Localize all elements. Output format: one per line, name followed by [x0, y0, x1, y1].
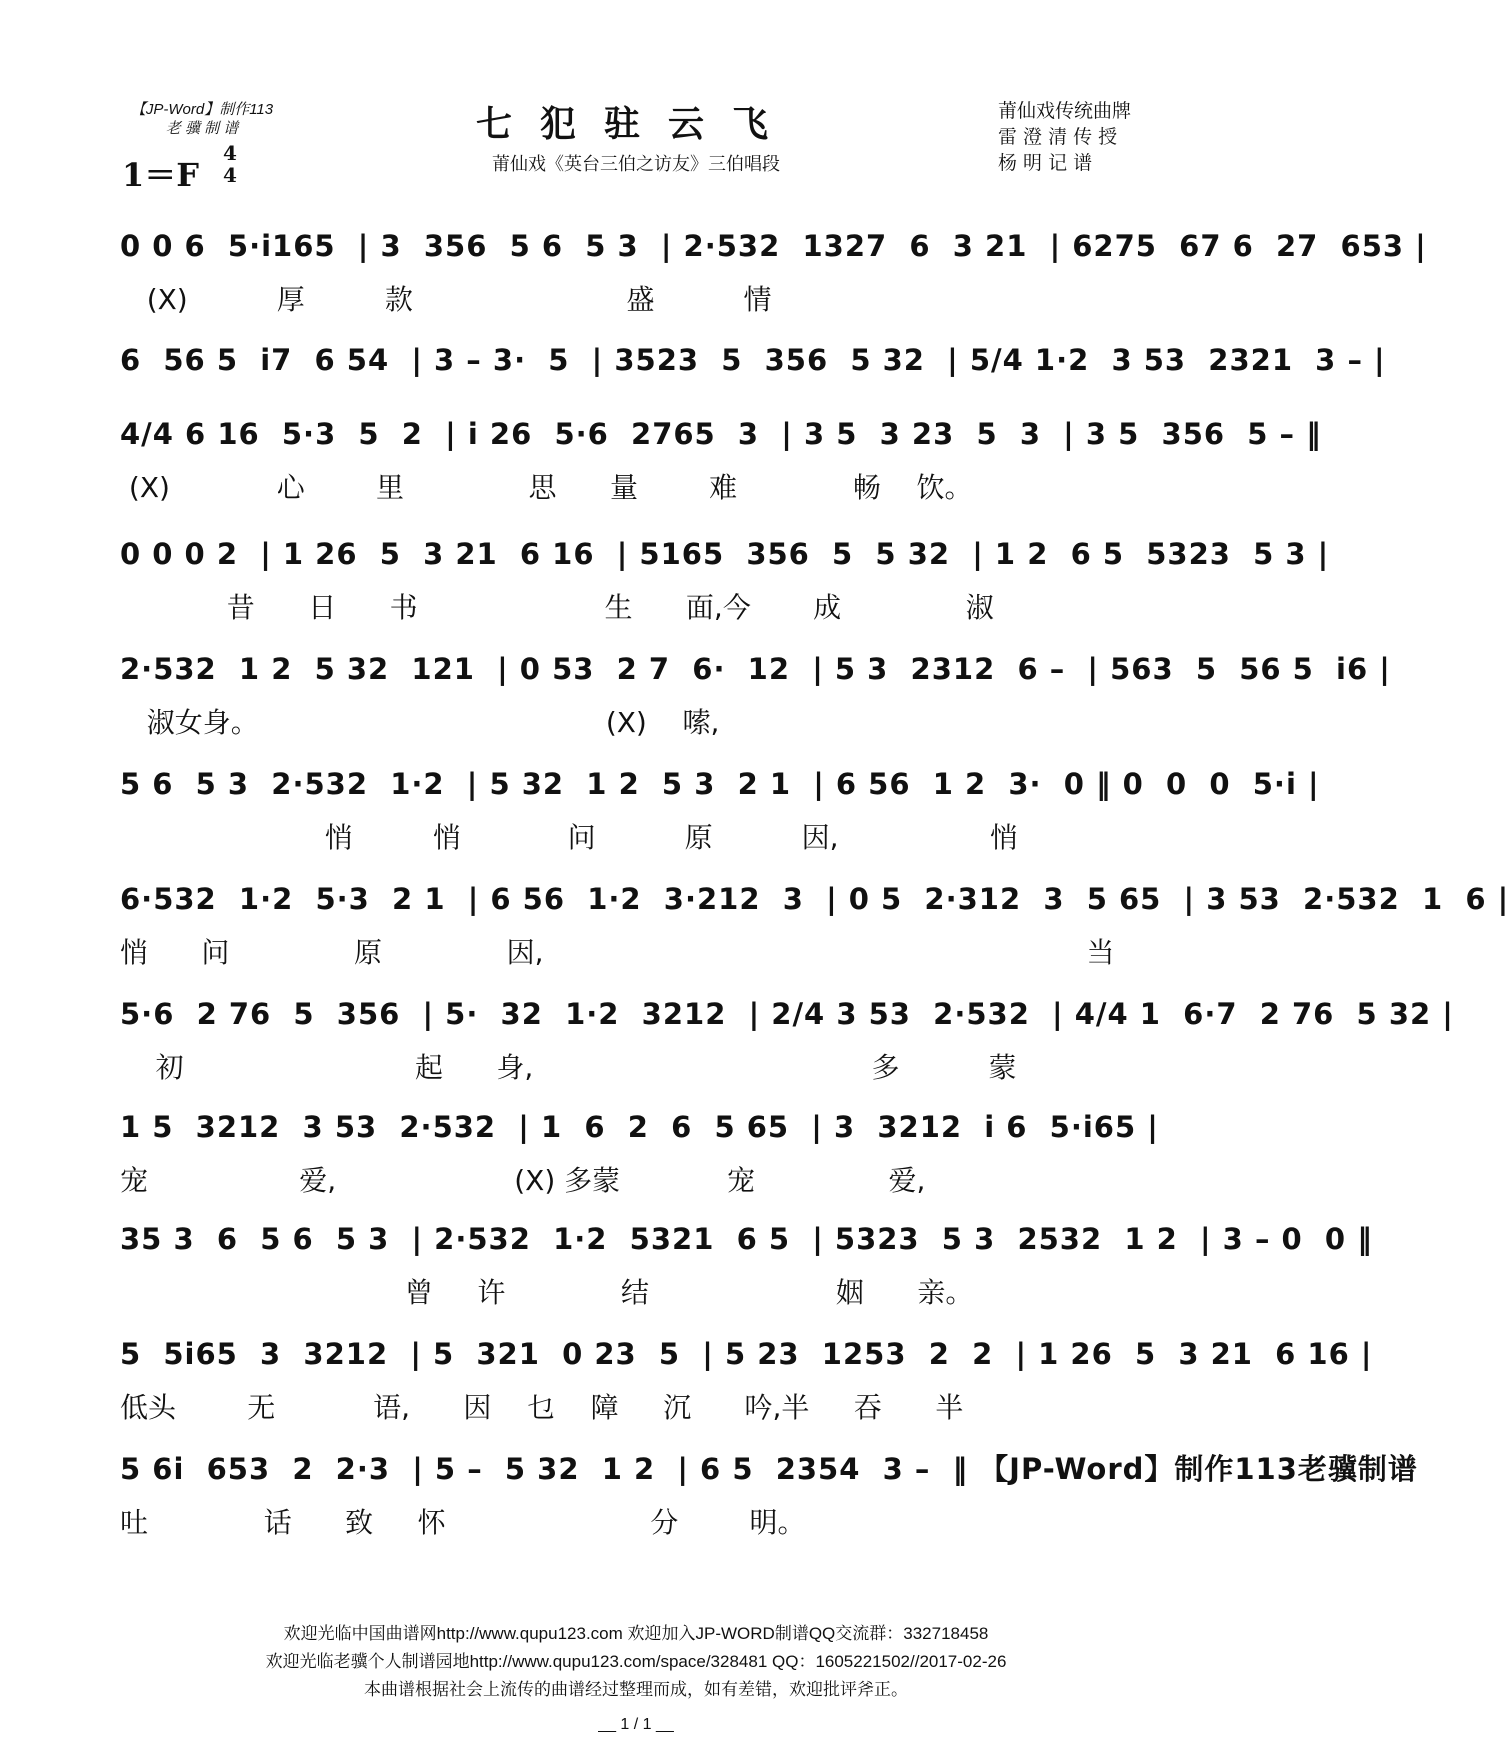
credit-transcriber: 杨 明 记 谱: [998, 152, 1093, 174]
score-title: 七犯驻云飞: [475, 103, 796, 145]
lyrics-line: (X) 心 里 思 量 难 畅 饮。: [120, 471, 973, 504]
lyrics-line: 低头 无 语, 因 乜 障 沉 吟,半 吞 半: [120, 1391, 964, 1424]
maker-line-2: 老 骥 制 谱: [165, 120, 239, 137]
lyrics-line: 初 起 身, 多 蒙: [120, 1051, 1017, 1084]
music-line: 2·532 1 2 5 32 121 | 0 53 2 7 6· 12 | 5 3 2312 6 – | 563 5 56 5 i6 |: [120, 652, 1391, 686]
footer-line-2: 欢迎光临老骥个人制谱园地http://www.qupu123.com/space/328481 QQ：1605221502//2017-02-26: [265, 1652, 1007, 1671]
music-line: 0 0 6 5·i165 | 3 356 5 6 5 3 | 2·532 1327 6 3 21 | 6275 67 6 27 653 |: [120, 229, 1427, 263]
lyrics-line: 悄 悄 问 原 因, 悄: [120, 821, 1018, 854]
lyrics-line: 昔 日 书 生 面,今 成 淑: [120, 591, 994, 624]
lyrics-line: 吐 话 致 怀 分 明。: [120, 1506, 806, 1539]
music-line: 6·532 1·2 5·3 2 1 | 6 56 1·2 3·212 3 | 0 5 2·312 3 5 65 | 3 53 2·532 1 6 |: [120, 882, 1509, 916]
lyrics-line: 悄 问 原 因, 当: [120, 936, 1115, 969]
lyrics-line: 曾 许 结 姻 亲。: [120, 1276, 974, 1309]
music-line: 4/4 6 16 5·3 5 2 | i 26 5·6 2765 3 | 3 5 3 23 5 3 | 3 5 356 5 – ‖: [120, 417, 1322, 451]
credit-teacher: 雷 澄 清 传 授: [998, 126, 1118, 148]
music-line: 5 6i 653 2 2·3 | 5 – 5 32 1 2 | 6 5 2354 3 – ‖ 【JP-Word】制作113老骥制谱: [120, 1452, 1418, 1486]
lyrics-line: (X) 厚 款 盛 情: [120, 283, 772, 316]
music-line: 35 3 6 5 6 5 3 | 2·532 1·2 5321 6 5 | 5323 5 3 2532 1 2 | 3 – 0 0 ‖: [120, 1222, 1373, 1256]
time-sig-top: 4: [223, 141, 237, 165]
page-number: __ 1 / 1 __: [598, 1716, 674, 1733]
credits-right: [998, 98, 1131, 176]
maker-line-1: 【JP-Word】制作113: [130, 101, 274, 118]
music-line: 6 56 5 i7 6 54 | 3 – 3· 5 | 3523 5 356 5 32 | 5/4 1·2 3 53 2321 3 – |: [120, 343, 1386, 377]
footer-line-3: 本曲谱根据社会上流传的曲谱经过整理而成，如有差错，欢迎批评斧正。: [364, 1680, 908, 1699]
music-line: 5 6 5 3 2·532 1·2 | 5 32 1 2 5 3 2 1 | 6 56 1 2 3· 0 ‖ 0 0 0 5·i |: [120, 767, 1320, 801]
music-line: 5·6 2 76 5 356 | 5· 32 1·2 3212 | 2/4 3 53 2·532 | 4/4 1 6·7 2 76 5 32 |: [120, 997, 1454, 1031]
music-line: 0 0 0 2 | 1 26 5 3 21 6 16 | 5165 356 5 5 32 | 1 2 6 5 5323 5 3 |: [120, 537, 1330, 571]
score-subtitle: 莆仙戏《英台三伯之访友》三伯唱段: [492, 154, 780, 175]
key-signature: 1＝F: [122, 156, 199, 194]
music-line: 5 5i65 3 3212 | 5 321 0 23 5 | 5 23 1253 2 2 | 1 26 5 3 21 6 16 |: [120, 1337, 1373, 1371]
time-sig-bottom: 4: [223, 163, 237, 187]
lyrics-line: 宠 爱, (X) 多蒙 宠 爱,: [120, 1164, 926, 1197]
lyrics-line: 淑女身。 (X) 嗦,: [120, 706, 720, 739]
credit-source: 莆仙戏传统曲牌: [998, 100, 1132, 122]
music-line: 1 5 3212 3 53 2·532 | 1 6 2 6 5 65 | 3 3212 i 6 5·i65 |: [120, 1110, 1159, 1144]
footer-line-1: 欢迎光临中国曲谱网http://www.qupu123.com 欢迎加入JP-WORD制谱QQ交流群：332718458: [283, 1624, 989, 1643]
